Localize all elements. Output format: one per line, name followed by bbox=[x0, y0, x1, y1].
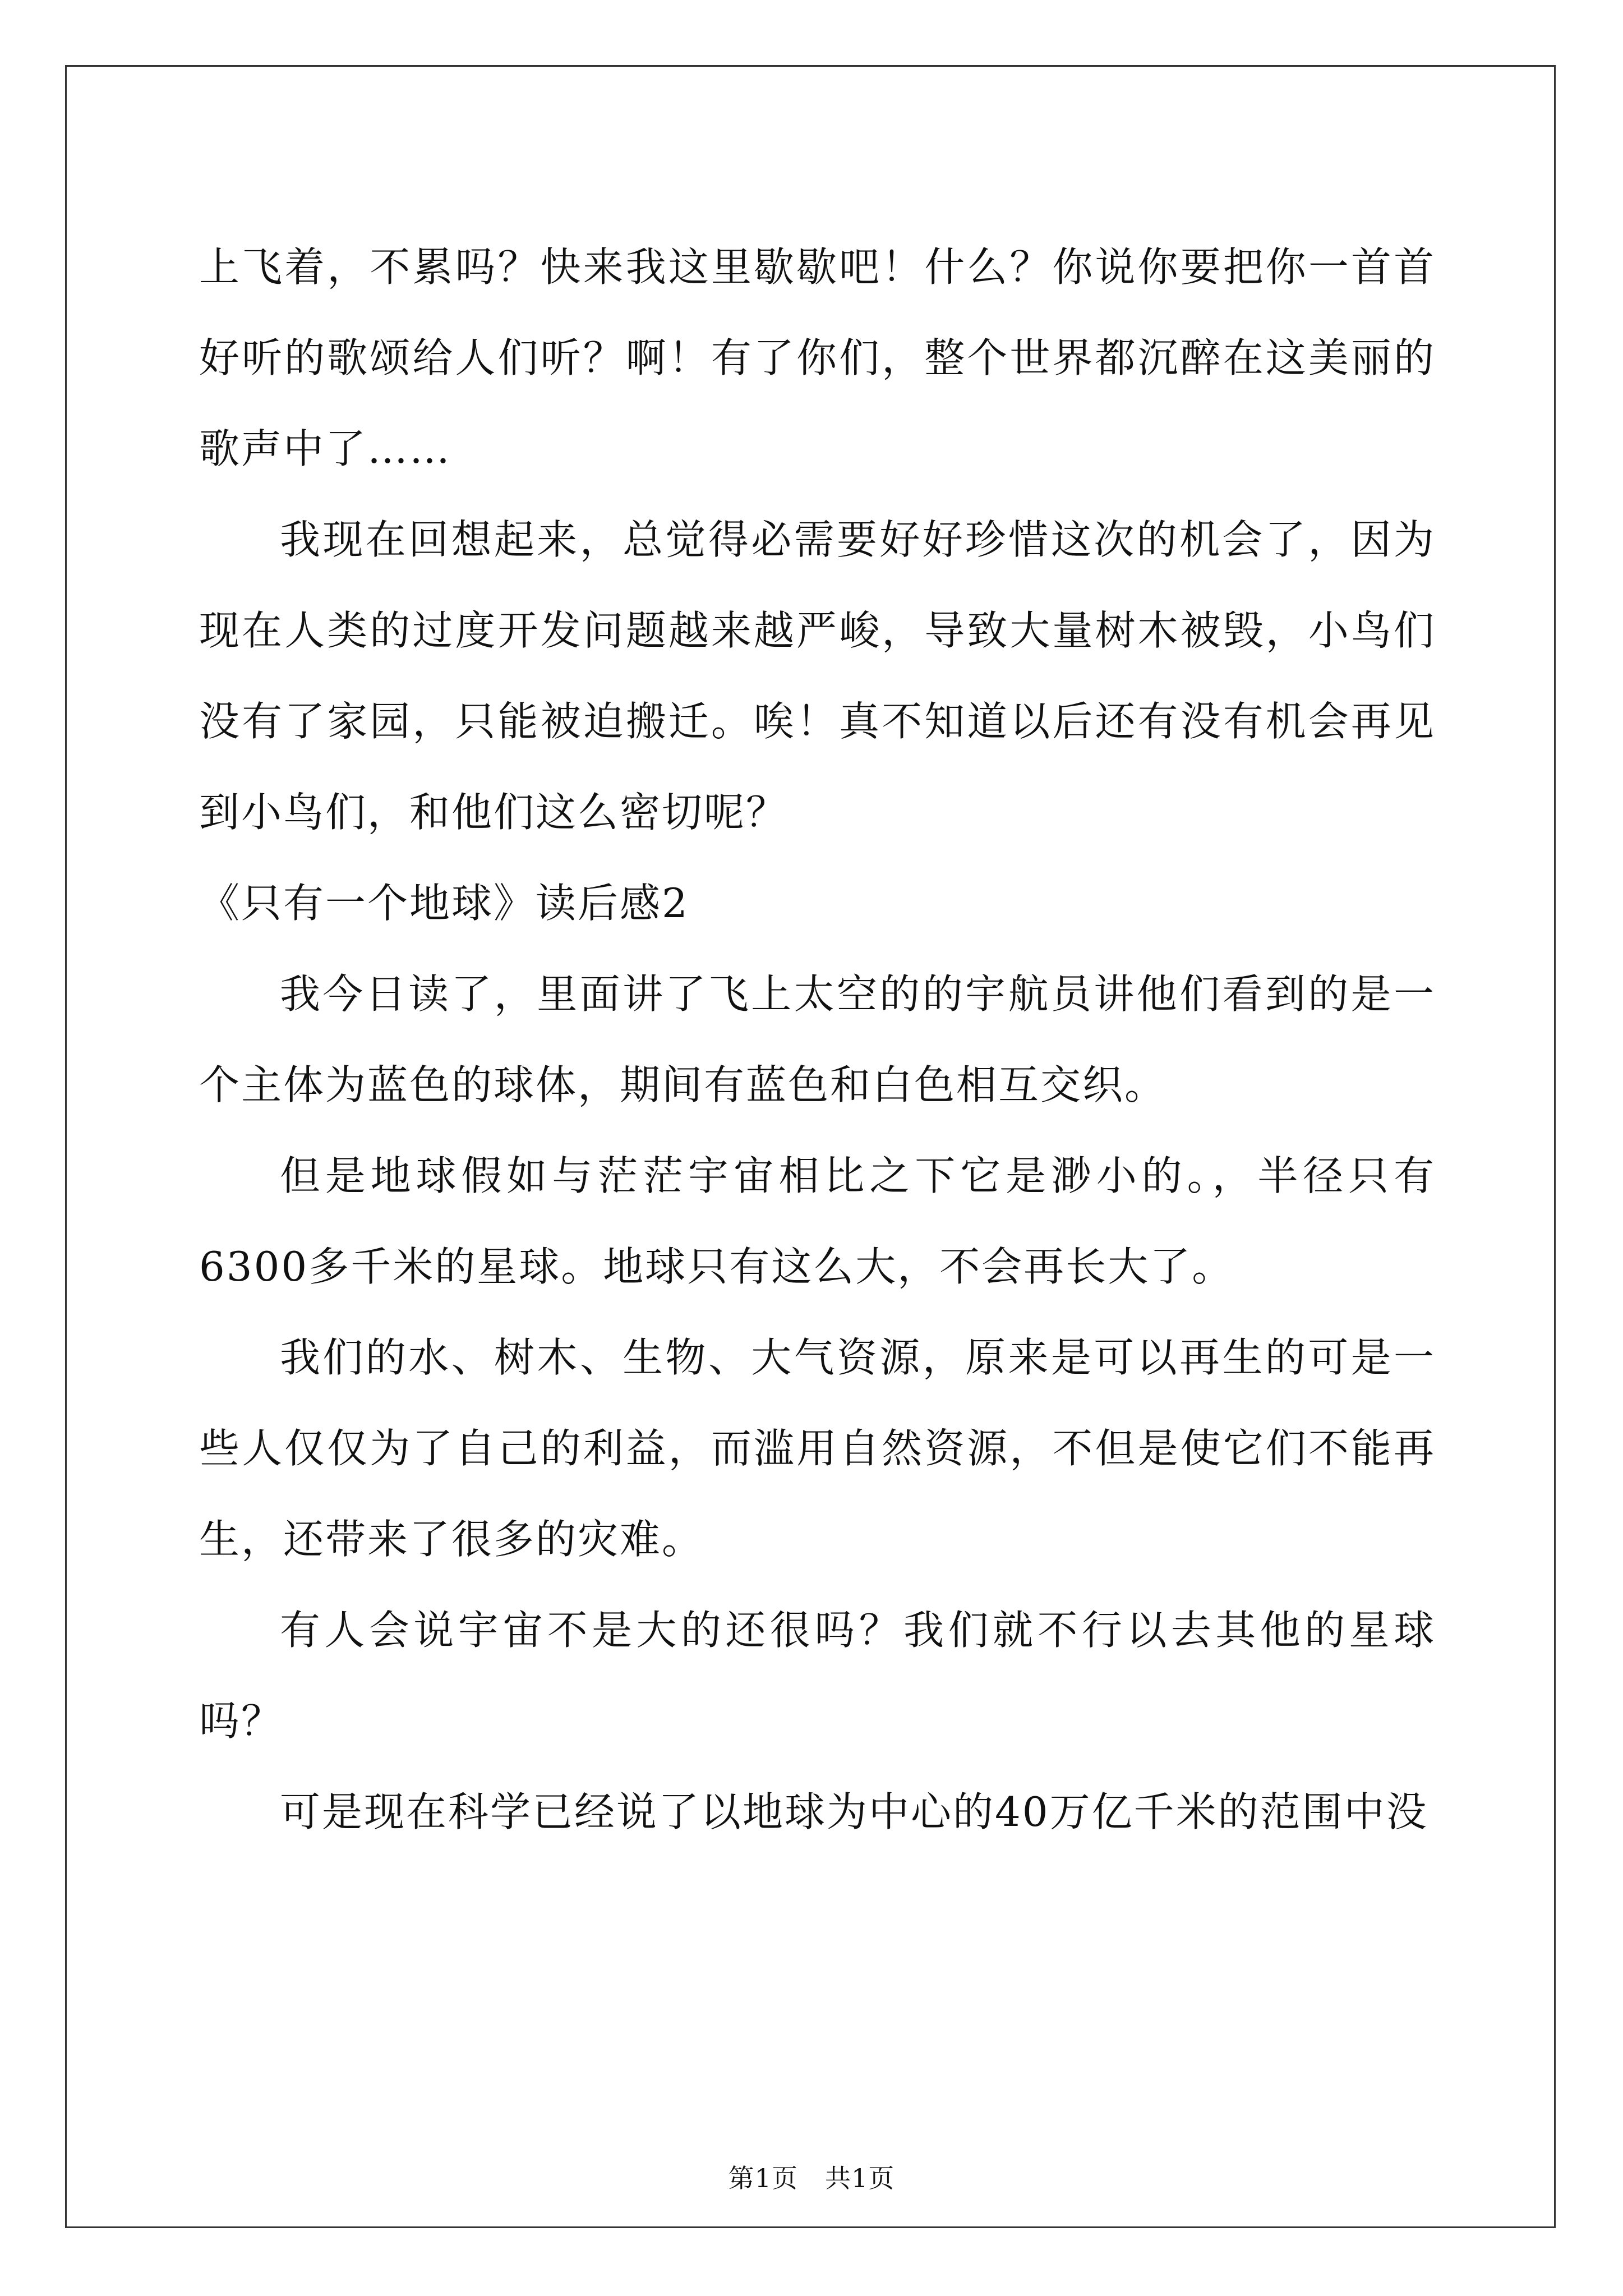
paragraph: 有人会说宇宙不是大的还很吗？我们就不行以去其他的星球吗？ bbox=[199, 1607, 1436, 1745]
page-total: 共1页 bbox=[825, 2163, 895, 2193]
paragraph-continuation: 上飞着，不累吗？快来我这里歇歇吧！什么？你说你要把你一首首好听的歌颂给人们听？啊！有了你们，整个世界都沉醉在这美丽的歌声中了…… bbox=[199, 243, 1436, 472]
paragraph: 但是地球假如与茫茫宇宙相比之下它是渺小的。，半径只有6300多千米的星球。地球只有这么大，不会再长大了。 bbox=[199, 1152, 1436, 1290]
page-footer bbox=[0, 2162, 1623, 2194]
paragraph: 我们的水、树木、生物、大气资源，原来是可以再生的可是一些人仅仅为了自己的利益，而滥用自然资源，不但是使它们不能再生，还带来了很多的灾难。 bbox=[199, 1334, 1436, 1563]
paragraph: 我现在回想起来，总觉得必需要好好珍惜这次的机会了，因为现在人类的过度开发问题越来越严峻，导致大量树木被毁，小鸟们没有了家园，只能被迫搬迁。唉！真不知道以后还有没有机会再见到小鸟们，和他们这么密切呢？ bbox=[199, 516, 1436, 836]
paragraph: 可是现在科学已经说了以地球为中心的40万亿千米的范围中没 bbox=[280, 1788, 1428, 1835]
paragraph: 我今日读了，里面讲了飞上太空的的宇航员讲他们看到的是一个主体为蓝色的球体，期间有蓝色和白色相互交织。 bbox=[199, 970, 1436, 1108]
section-heading: 《只有一个地球》读后感2 bbox=[199, 880, 689, 927]
page-number: 第1页 bbox=[728, 2163, 798, 2193]
document-body bbox=[199, 222, 1436, 1857]
